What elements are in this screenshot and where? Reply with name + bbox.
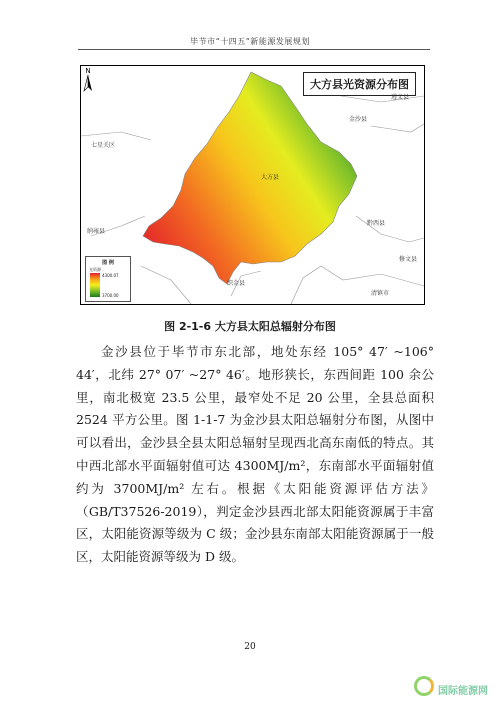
figure-caption: 图 2-1-6 大方县太阳总辐射分布图 xyxy=(164,320,336,333)
place-label: 修文县 xyxy=(399,256,418,263)
place-label: 黔西县 xyxy=(367,220,386,227)
boundary-line xyxy=(141,266,191,304)
legend-title: 图 例 xyxy=(102,260,114,266)
map-title: 大方县光资源分布图 xyxy=(303,72,416,96)
legend-color-bar xyxy=(90,273,100,297)
boundary-line xyxy=(81,132,151,140)
solar-distribution-area xyxy=(143,72,357,284)
map-legend xyxy=(85,256,131,302)
boundary-line xyxy=(341,96,424,102)
legend-subtitle: 光资源 xyxy=(89,267,101,272)
running-header: 毕节市“十四五”新能源发展规划 xyxy=(190,37,310,46)
watermark-text: 国际能源网 xyxy=(438,686,488,697)
map-figure xyxy=(80,65,425,305)
place-label: 七星关区 xyxy=(91,142,116,149)
north-label: N xyxy=(85,67,91,75)
north-arrow-icon xyxy=(81,66,95,92)
legend-max-value: 4300.07 xyxy=(102,273,119,278)
legend-min-value: 3700.00 xyxy=(102,293,119,298)
boundary-line xyxy=(321,266,424,286)
watermark-logo-icon xyxy=(414,676,434,696)
place-label: 金沙县 xyxy=(349,116,368,123)
place-label: 清镇市 xyxy=(371,290,390,297)
header-rule xyxy=(78,49,430,50)
place-label: 纳雍县 xyxy=(87,228,106,235)
page-number: 20 xyxy=(244,642,256,652)
place-label: 遵义县 xyxy=(391,94,410,101)
boundary-line xyxy=(291,266,321,304)
paragraph: 金沙县位于毕节市东北部，地处东经 105° 47′ ~106° 44′，北纬 27° 07′ ~27° 46′。地形狭长，东西间距 100 余公里，南北极宽 23.5 公里，最窄处不足 20 公里，全县总面积 2524 平方公里。图 1-1-7 为金沙县太阳总辐射分布图，从图中可以看出，金沙县全县太阳总辐射呈现西北高东南低的特点。其中西北部水平面辐射值可达 4300MJ/m²，东南部水平面辐射值约为 3700MJ/m² 左右。根据《太阳能资源评估方法》（GB/T37526-2019），判定金沙县西北部太阳能资源属于丰富区，太阳能资源等级为 C 级；金沙县东南部太阳能资源属于一般区，太阳能资源等级为 D 级。 xyxy=(76,344,434,565)
map-svg xyxy=(81,66,424,304)
place-label: 织金县 xyxy=(227,280,246,287)
place-label: 大方县 xyxy=(261,174,280,181)
watermark xyxy=(414,673,488,701)
boundary-line xyxy=(371,124,424,132)
body-text xyxy=(76,341,434,569)
